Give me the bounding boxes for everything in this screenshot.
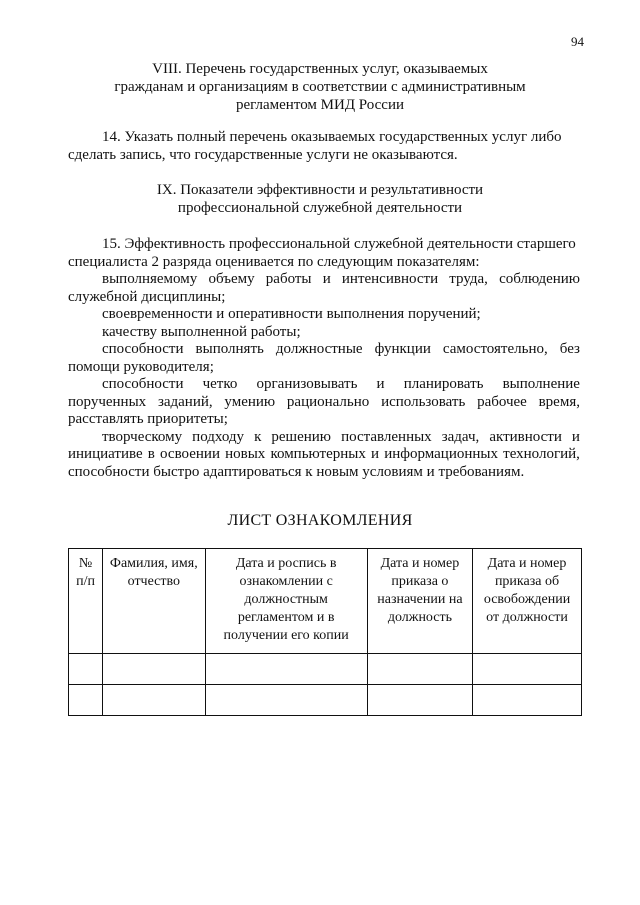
word: выполняемому [102,271,198,287]
section-8-heading [60,60,580,114]
word: планировать [403,376,484,392]
column-header-line: № [78,556,93,571]
word: умению [224,393,276,410]
column-header-line: отчество [127,574,181,589]
word: время, [538,393,580,410]
heading-line: IX. Показатели эффективности и результативности [156,182,484,198]
table-cell[interactable] [69,654,103,685]
word: организовывать [256,376,358,392]
paragraph-line: расставлять приоритеты; [68,411,228,427]
word: способности [102,341,184,357]
word: освоении [160,446,220,462]
word: и [376,376,385,392]
word: компьютерных [270,446,366,462]
word: функции [374,341,431,357]
paragraph-line: служебной дисциплины; [68,288,226,305]
justified-line [68,429,580,447]
table-cell[interactable] [103,654,205,685]
paragraph-line: сделать запись, что государственные услуги не оказываются. [68,146,458,163]
column-header-signature-date [205,549,367,654]
column-header-appointment-order [367,549,472,654]
word: объему [208,271,255,287]
column-header-line: должность [387,610,452,625]
table-row [69,685,582,716]
table-header-row [69,549,582,654]
column-header-line: от должности [486,610,568,625]
section-9-heading [60,181,580,217]
heading-line: регламентом МИД России [235,97,405,113]
table-cell[interactable] [367,654,472,685]
word: и [322,271,331,287]
column-header-line: должностным [244,592,328,607]
word: подходу [192,428,245,445]
column-header-line: приказа о [391,574,449,589]
word: творческому [102,428,183,445]
heading-line: VIII. Перечень государственных услуг, оказываемых [152,61,488,77]
table-cell[interactable] [69,685,103,716]
word: выполнять [195,341,264,357]
column-header-line: Фамилия, имя, [109,556,198,571]
column-header-line: п/п [76,574,95,589]
column-header-line: регламентом и в [237,610,335,625]
column-header-line: Дата и номер [487,556,567,571]
word: без [559,341,580,357]
paragraph-line: специалиста 2 разряда оценивается по следующим показателям: [68,253,480,270]
table-cell[interactable] [103,685,205,716]
justified-line [68,271,580,289]
page-number: 94 [571,34,584,49]
column-header-line: назначении на [377,592,463,607]
word: и [571,428,580,445]
column-header-line: приказа об [494,574,560,589]
table-row [69,654,582,685]
paragraph-14 [68,129,580,164]
word: поставленных [341,428,432,445]
paragraph-line: своевременности и оперативности выполнения поручений; [102,306,481,322]
column-header-full-name [103,549,205,654]
column-header-dismissal-order [473,549,582,654]
word: новых [225,446,266,462]
paragraph-line: качеству выполненной работы; [102,323,301,340]
word: технологий, [503,446,580,462]
word: задач, [441,428,480,445]
acknowledgment-table [68,548,582,716]
heading-line: профессиональной служебной деятельности [177,200,463,216]
column-header-line: Дата и роспись в [235,556,337,571]
word: соблюдению [499,271,580,287]
word: заданий, [157,393,213,410]
word: четко [202,376,238,392]
acknowledgment-sheet-title: ЛИСТ ОЗНАКОМЛЕНИЯ [227,512,413,529]
word: инициативе [68,446,143,462]
word: решению [271,428,332,445]
word: работы [265,271,312,287]
justified-line [68,376,580,394]
word: выполнение [502,376,580,392]
paragraph-line: 15. Эффективность профессиональной служебной деятельности старшего [102,236,576,252]
word: порученных [68,393,147,410]
word: активности [489,428,562,445]
column-header-line: получении его копии [223,628,349,643]
word: в [147,446,155,462]
table-cell[interactable] [473,685,582,716]
word: информационных [384,446,498,462]
word: интенсивности [341,271,439,287]
table-cell[interactable] [205,685,367,716]
justified-line [68,446,580,464]
table-cell[interactable] [473,654,582,685]
paragraph-line: способности быстро адаптироваться к новым условиям и требованиям. [68,463,525,480]
word: использовать [381,393,466,410]
word: труда, [449,271,488,287]
justified-line [68,341,580,359]
table-cell[interactable] [205,654,367,685]
paragraph-line: 14. Указать полный перечень оказываемых государственных услуг либо [102,129,562,145]
word: и [371,446,380,462]
column-header-line: освобождении [483,592,571,607]
word: самостоятельно, [442,341,548,357]
justified-line [68,394,580,412]
word: рационально [286,393,370,410]
paragraph-line: помощи руководителя; [68,358,214,375]
column-header-line: Дата и номер [380,556,460,571]
table-cell[interactable] [367,685,472,716]
word: должностные [275,341,363,357]
word: к [254,428,262,445]
paragraph-15 [68,236,580,481]
word: способности [102,376,184,392]
heading-line: гражданам и организациям в соответствии с административным [114,79,526,95]
column-header-line: ознакомлении с [239,574,333,589]
word: рабочее [477,393,527,410]
column-header-number [69,549,103,654]
